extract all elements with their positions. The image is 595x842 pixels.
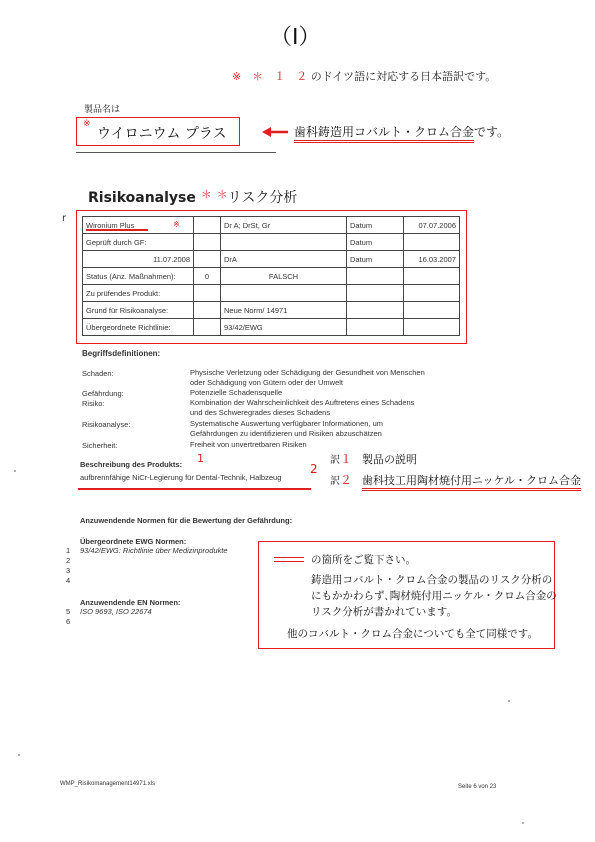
table-cell: Status (Anz. Maßnahmen):: [83, 268, 194, 285]
table-cell: DrA: [221, 251, 347, 268]
table-cell: [194, 319, 221, 336]
risk-title-de: Risikoanalyse: [88, 190, 196, 206]
scan-speck: [522, 822, 524, 824]
table-cell: [347, 319, 404, 336]
en-norm-item: ISO 9693, ISO 22674: [80, 607, 152, 616]
line-number: 6: [66, 617, 71, 626]
explanation-box: [258, 541, 555, 649]
table-row: [83, 319, 460, 336]
translation-2-text: 歯科技工用陶材焼付用ニッケル・クロム合金: [362, 472, 581, 488]
scan-speck: [508, 700, 510, 702]
table-cell: [194, 217, 221, 234]
scan-speck: [18, 754, 20, 756]
table-cell: [404, 302, 460, 319]
footer-page-number: Seite 6 von 23: [458, 784, 497, 790]
line-number: 2: [66, 556, 71, 565]
scan-speck: [14, 470, 16, 472]
product-name-label: 製品名は: [84, 105, 121, 115]
table-cell: [347, 285, 404, 302]
translation-2-label: 訳２: [330, 473, 353, 487]
risk-table: [82, 216, 460, 336]
ewg-norms-heading: Übergeordnete EWG Normen:: [80, 537, 187, 546]
definition-text: Freiheit von unvertretbaren Risiken: [190, 440, 307, 449]
risk-analysis-title: [88, 186, 297, 207]
definition-term: Schaden:: [82, 369, 114, 378]
product-name: ウイロニウム プラス: [97, 126, 227, 142]
table-cell: [404, 319, 460, 336]
definitions-heading: Begriffsdefinitionen:: [82, 349, 161, 358]
table-cell: Dr A; DrSt, Gr: [221, 217, 347, 234]
table-cell: Grund für Risikoanalyse:: [83, 302, 194, 319]
table-row: [83, 251, 460, 268]
translation-note: [232, 68, 496, 84]
definition-term: Gefährdung:: [82, 389, 124, 398]
translation-1-text: 製品の説明: [362, 453, 417, 466]
table-cell: [194, 251, 221, 268]
margin-mark: r: [62, 213, 67, 224]
product-description-heading: Beschreibung des Produkts:: [80, 460, 183, 469]
table-cell: Datum: [347, 217, 404, 234]
line-number: 4: [66, 576, 71, 585]
table-cell: [347, 268, 404, 285]
table-cell: [404, 234, 460, 251]
product-description-underlined: 歯科鋳造用コバルト・クロム合金: [294, 125, 474, 143]
norms-heading: Anzuwendende Normen für die Bewertung der Gefährdung:: [80, 516, 293, 525]
product-name-box: [76, 117, 240, 146]
table-cell: Datum: [347, 234, 404, 251]
line-number: 1: [66, 546, 71, 555]
table-cell: [404, 285, 460, 302]
description-underline: [78, 488, 311, 490]
definition-text: Kombination der Wahrscheinlichkeit des Auftretens eines Schadens und des Schweregrades dieses Schadens: [190, 398, 415, 417]
explanation-line: にもかかわらず､陶材焼付用ニッケル・クロム合金の: [311, 590, 557, 602]
table-row: [83, 234, 460, 251]
table-cell: Datum: [347, 251, 404, 268]
table-row: [83, 217, 460, 234]
table-cell: 11.07.2008: [83, 251, 194, 268]
explanation-line: 他のコバルト・クロム合金についても全て同様です。: [287, 628, 538, 640]
table-cell: [194, 302, 221, 319]
translation-note-marks: ※ ＊ １ ２: [232, 70, 308, 83]
explanation-line: リスク分析が書かれています。: [311, 606, 457, 618]
en-norms-heading: Anzuwendende EN Normen:: [80, 598, 181, 607]
table-row: [83, 285, 460, 302]
definition-term: Risiko:: [82, 399, 105, 408]
ewg-norm-item: 93/42/EWG: Richtlinie über Medizinprodukte: [80, 546, 228, 555]
table-cell: [221, 285, 347, 302]
table-cell: Zu prüfendes Produkt:: [83, 285, 194, 302]
explanation-line: の箇所をご覧下さい。: [311, 554, 416, 566]
definition-text: Systematische Auswertung verfügbarer Informationen, um Gefährdungen zu identifizieren und Risiken abzuschätzen: [190, 419, 384, 438]
table-cell: [347, 302, 404, 319]
description-heading-mark: 1: [197, 452, 204, 465]
risk-title-mark-2: ＊: [216, 188, 228, 201]
table-row: [83, 302, 460, 319]
left-arrow-icon: [262, 127, 288, 137]
product-mark: ※: [83, 119, 91, 129]
double-underline-legend: [274, 557, 304, 562]
line-number: 5: [66, 607, 71, 616]
table-cell: Wironium Plus ※: [83, 217, 194, 234]
table-cell: Geprüft durch GF:: [83, 234, 194, 251]
table-cell: 07.07.2006: [404, 217, 460, 234]
explanation-line: 鋳造用コバルト・クロム合金の製品のリスク分析の: [311, 574, 553, 586]
table-row: [83, 268, 460, 285]
definition-term: Sicherheit:: [82, 441, 118, 450]
line-number: 3: [66, 566, 71, 575]
table-cell: [194, 285, 221, 302]
definition-text: Potenzielle Schadensquelle: [190, 388, 283, 397]
table-cell: 0: [194, 268, 221, 285]
translation-1-label: 訳１: [330, 452, 353, 466]
translation-note-text: のドイツ語に対応する日本語訳です。: [310, 70, 497, 83]
page-number: （Ⅰ）: [270, 24, 321, 49]
table-cell: [221, 234, 347, 251]
table-cell: Übergeordnete Richtlinie:: [83, 319, 194, 336]
product-description-suffix: です。: [474, 125, 510, 139]
table-cell: FALSCH: [221, 268, 347, 285]
product-description-value: aufbrennfähige NiCr-Legierung für Dental-Technik, Halbzeug: [80, 473, 282, 482]
risk-title-jp: リスク分析: [227, 190, 298, 206]
product-underline: [76, 152, 276, 153]
risk-title-mark-1: ＊: [200, 188, 212, 201]
definition-term: Risikoanalyse:: [82, 420, 131, 429]
footer-filename: WMP_Risikomanagement14971.xls: [60, 781, 156, 787]
table-cell: [404, 268, 460, 285]
table-cell: 16.03.2007: [404, 251, 460, 268]
wironium-mark: ※: [173, 220, 180, 229]
table-cell: 93/42/EWG: [221, 319, 347, 336]
product-description-jp: [294, 123, 509, 140]
table-cell: [194, 234, 221, 251]
definition-text: Physische Verletzung oder Schädigung der Gesundheit von Menschen oder Schädigung von Gütern oder der Umwelt: [190, 368, 425, 387]
table-cell: Neue Norm/ 14971: [221, 302, 347, 319]
description-value-mark: 2: [310, 462, 318, 476]
